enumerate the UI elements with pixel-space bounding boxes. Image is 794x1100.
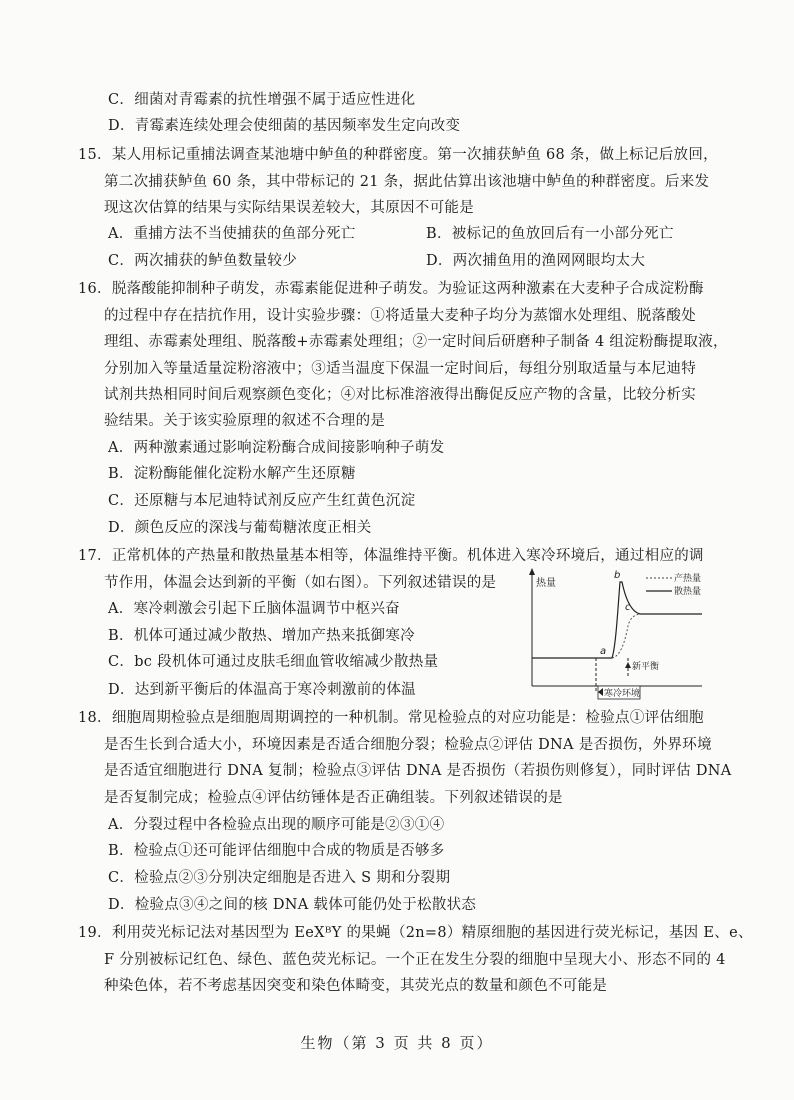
text-line-l02: D．青霉素连续处理会使细菌的基因频率发生定向改变 — [108, 118, 461, 134]
text-line-l11: 的过程中存在拮抗作用，设计实验步骤：①将适量大麦种子均分为蒸馏水处理组、脱落酸处 — [104, 308, 696, 324]
text-line-l22: A．寒冷刺激会引起下丘脑体温调节中枢兴奋 — [108, 601, 400, 617]
point-c-label: c — [625, 602, 631, 613]
text-line-l14: 试剂共热相同时间后观察颜色变化；④对比标准溶液得出酶促反应产物的含量，比较分析实 — [104, 387, 696, 403]
text-line-l25: D．达到新平衡后的体温高于寒冷刺激前的体温 — [108, 682, 416, 698]
text-line-l09: D．两次捕鱼用的渔网网眼均太大 — [426, 253, 646, 269]
text-line-l18: C．还原糖与本尼迪特试剂反应产生红黄色沉淀 — [108, 493, 416, 509]
text-line-l08: C．两次捕获的鲈鱼数量较少 — [108, 253, 297, 269]
text-line-l06: A．重捕方法不当使捕获的鱼部分死亡 — [108, 226, 356, 242]
text-line-l30: A．分裂过程中各检验点出现的顺序可能是②③①④ — [108, 817, 445, 833]
text-line-l34: 19．利用荧光标记法对基因型为 EeXᴮY 的果蝇（2n=8）精原细胞的基因进行荧光标记，基因 E、e、 — [78, 925, 753, 941]
production-curve — [612, 614, 640, 658]
text-line-l15: 验结果。关于该实验原理的叙述不合理的是 — [104, 413, 386, 429]
text-line-l21: 节作用，体温会达到新的平衡（如右图）。下列叙述错误的是 — [104, 575, 497, 591]
text-line-l16: A．两种激素通过影响淀粉酶合成间接影响种子萌发 — [108, 440, 445, 456]
cold-env-label: 寒冷环境 — [604, 689, 641, 699]
point-a-label: a — [600, 646, 607, 657]
text-line-l31: B．检验点①还可能评估细胞中合成的物质是否够多 — [108, 843, 445, 859]
text-line-l20: 17．正常机体的产热量和散热量基本相等，体温维持平衡。机体进入寒冷环境后，通过相应的调 — [78, 548, 704, 564]
legend-dissipation-label: 散热量 — [674, 587, 702, 597]
new-balance-arrow — [625, 662, 631, 668]
text-line-l03: 15．某人用标记重捕法调查某池塘中鲈鱼的种群密度。第一次捕获鲈鱼 68 条，做上标记后放回， — [78, 147, 718, 163]
text-line-l33: D．检验点③④之间的核 DNA 载体可能仍处于松散状态 — [108, 897, 477, 913]
text-line-l05: 现这次估算的结果与实际结果误差较大，其原因不可能是 — [104, 200, 474, 216]
new-balance-label: 新平衡 — [632, 662, 660, 672]
text-line-l19: D．颜色反应的深浅与葡萄糖浓度正相关 — [108, 520, 372, 536]
text-line-l35: F 分别被标记红色、绿色、蓝色荧光标记。一个正在发生分裂的细胞中呈现大小、形态不同的 4 — [104, 952, 726, 968]
text-line-l07: B．被标记的鱼放回后有一小部分死亡 — [426, 226, 674, 242]
text-line-l36: 种染色体，若不考虑基因突变和染色体畸变，其荧光点的数量和颜色不可能是 — [104, 978, 608, 994]
y-axis-label: 热量 — [536, 578, 556, 589]
text-line-l04: 第二次捕获鲈鱼 60 条，其中带标记的 21 条，据此估算出该池塘中鲈鱼的种群密度。后来发 — [104, 174, 710, 190]
text-line-l10: 16．脱落酸能抑制种子萌发，赤霉素能促进种子萌发。为验证这两种激素在大麦种子合成淀粉酶 — [78, 281, 704, 297]
text-line-l26: 18．细胞周期检验点是细胞周期调控的一种机制。常见检验点的对应功能是：检验点①评估细胞 — [78, 710, 704, 726]
text-line-l28: 是否适宜细胞进行 DNA 复制；检验点③评估 DNA 是否损伤（若损伤则修复），同时评估 DNA — [104, 763, 732, 779]
legend-production-label: 产热量 — [674, 574, 702, 584]
y-axis-arrow — [529, 568, 535, 575]
text-line-l13: 分别加入等量适量淀粉溶液中；③适当温度下保温一定时间后，每组分别取适量与本尼迪特 — [104, 361, 696, 377]
text-line-l01: C．细菌对青霉素的抗性增强不属于适应性进化 — [108, 92, 416, 108]
text-line-l17: B．淀粉酶能催化淀粉水解产生还原糖 — [108, 466, 356, 482]
text-line-l24: C．bc 段机体可通过皮肤毛细血管收缩减少散热量 — [108, 654, 439, 670]
text-line-l23: B．机体可通过减少散热、增加产热来抵御寒冷 — [108, 628, 415, 644]
text-line-l27: 是否生长到合适大小，环境因素是否适合细胞分裂；检验点②评估 DNA 是否损伤，外界环境 — [104, 737, 712, 753]
text-line-l29: 是否复制完成；检验点④评估纺锤体是否正确组装。下列叙述错误的是 — [104, 790, 563, 806]
text-line-l12: 理组、赤霉素处理组、脱落酸+赤霉素处理组；②一定时间后研磨种子制备 4 组淀粉酶提取液， — [104, 334, 728, 350]
page-footer: 生物（第 3 页 共 8 页） — [300, 1034, 494, 1052]
heat-balance-figure — [522, 566, 706, 700]
point-b-label: b — [614, 570, 621, 581]
text-line-l32: C．检验点②③分别决定细胞是否进入 S 期和分裂期 — [108, 870, 451, 886]
